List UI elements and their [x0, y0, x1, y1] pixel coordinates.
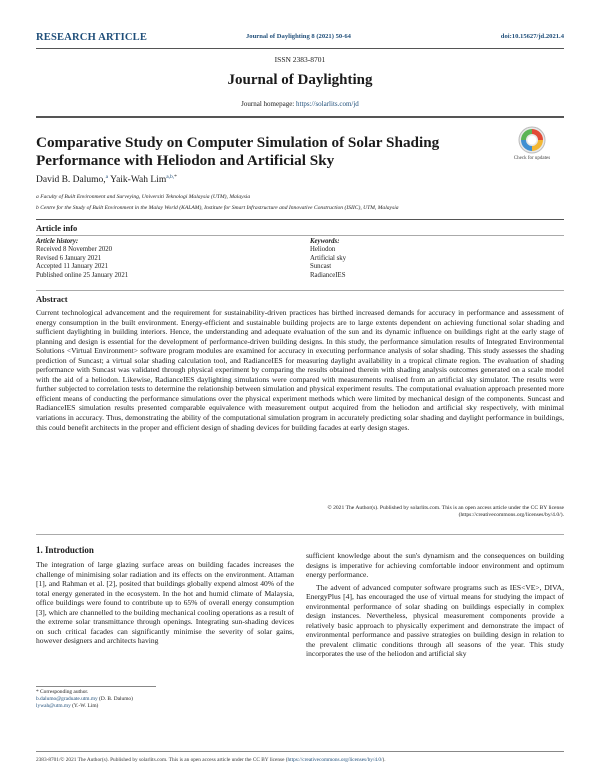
history-item: Accepted 11 January 2021 — [36, 263, 109, 271]
article-license — [327, 505, 564, 519]
article-type: RESEARCH ARTICLE — [36, 32, 148, 43]
homepage-label: Journal homepage: — [241, 100, 296, 108]
footer — [36, 757, 564, 763]
paper-title: Comparative Study on Computer Simulation of Solar Shading Performance with Heliodon and Artificial Sky — [36, 134, 440, 169]
issn: ISSN 2383-8701 — [274, 55, 326, 64]
correspondence — [36, 689, 286, 711]
intro-left-column — [36, 560, 294, 646]
abstract-top-rule — [36, 290, 564, 291]
license-line: © 2021 The Author(s). Published by solarlits.com. This is an open access article under the CC BY license — [327, 505, 564, 511]
intro-right-column — [306, 551, 564, 659]
license-url[interactable]: (https://creativecommons.org/licenses/by/4.0/). — [458, 512, 564, 519]
intro-top-rule — [36, 534, 564, 535]
keyword: RadianceIES — [310, 271, 346, 279]
keywords — [310, 238, 346, 280]
email-link[interactable]: b.dalumo@graduate.utm.my — [36, 696, 98, 703]
author-name: Yaik-Wah Lim — [110, 175, 167, 186]
keyword: Artificial sky — [310, 254, 347, 262]
history-item: Received 8 November 2020 — [36, 246, 113, 254]
abstract-text: Current technological advancement and the requirement for sustainability-driven practices has birthed increased demands for accuracy in performance and assessment of energy consumption in the built environment. Energy-efficient and sustainable building projects are to large extents dependent on achieving functional solar shading and sufficient daylighting in building interiors. Hence, the understanding and adequate evaluation of the sun and its dynamic influence on buildings right at the early stage of planning and design is essential for the development of performance-driven building designs. In this study, the performance simulation results of Integrated Environmental Solutions <Virtual Environment> software program modules are examined for accuracy in executing performance analysis of solar shading. This study assesses the shading prediction of Suncast; a virtual solar shading calculation tool, and RadianceIES for measuring daylight availability in a tropical climate region. The evaluation of shading performance with Suncast was validated through physical experiment by comparing the results obtained therein with shading analysis outcomes generated on a scale model with the aid of a heliodon. Likewise, RadianceIES daylighting simulations were compared with measurements realised from an artificial sky simulator. The results were further subjected to correlation tests to determine the relationship between simulation and physical experiment results. The computational evaluation approach presented more efficient means of conducting the performance simulations over the physical experiment methods which were limited by mechanical design of the components. Suncast and RadianceIES simulation results presented comparable equivalence with measurement output acquired from the heliodon and artificial sky respectively, with minimal variations in accuracy. Thus, demonstrating the ability of the computational simulation program in accurately predicting solar shading and daylight performance in buildings, this could benefit architects in the proper and efficient design of shading devices for building facades at early design stages. — [36, 308, 564, 432]
affiliation-a: a Faculty of Built Environment and Surveying, Universiti Teknologi Malaysia (UTM), Malaysia — [36, 194, 251, 200]
abstract-heading: Abstract — [36, 294, 68, 304]
author-affiliation-mark: a,b, — [166, 174, 175, 180]
check-for-updates-label: Check for updates — [513, 156, 551, 161]
intro-paragraph: The integration of large glazing surface areas on building facades increases the challenge of minimising solar radiation and its effects on the environment. Attaman [1], and Rahman et al. [2], posited that buildings globally expend almost 40% of the total energy generated in the ecosystem. In the hot and humid climate of Malaysia, office buildings were found to contribute up to 65% of overall energy consumption [3], which are channelled to the building mechanical cooling operations as a result of the extreme solar transmittance through openings. Integrating sun-shading devices on such critical facades can significantly minimise the severity of solar gains, however designers and architects having — [36, 560, 294, 646]
author-list: David B. Dalumo,$^a$ Yaik-Wah Lim$^{a,b,*}$ — [36, 174, 177, 186]
keyword: Heliodon — [310, 246, 336, 254]
email-owner: (D. B. Dalumo) — [97, 696, 133, 703]
top-bar — [36, 32, 564, 46]
footer-tail: ). — [382, 757, 386, 763]
article-history-label: Article history: — [36, 238, 79, 245]
journal-reference: Journal of Daylighting 8 (2021) 50-64 — [246, 33, 351, 40]
article-history — [36, 238, 128, 280]
corresponding-author-label: * Corresponding author. — [36, 689, 89, 695]
intro-paragraph: The advent of advanced computer software programs such as IES<VE>, DIVA, EnergyPlus [4], has encouraged the use of virtual means for studying the impact of environmental performance of solar shading on buildings especially in complex design instances. Nevertheless, physical measurement components provide a relatively basic approach to physically experiment and demonstrate the impact of environmental performance and passive strategies on building design in relation to the prevalent climatic conditions through all seasons of the year. This study incorporates the use of the heliodon and artificial sky — [306, 582, 564, 659]
masthead-rule — [36, 116, 564, 118]
article-info-heading: Article info — [36, 223, 78, 233]
article-info-rule — [36, 235, 564, 236]
keywords-label: Keywords: — [310, 238, 340, 245]
email-link[interactable]: lywah@utm.my — [36, 703, 71, 710]
intro-heading: 1. Introduction — [36, 545, 94, 555]
keyword: Suncast — [310, 263, 332, 271]
footnote-rule — [36, 686, 156, 687]
check-for-updates-icon[interactable] — [514, 124, 550, 160]
author-affiliation-mark: a — [105, 174, 109, 180]
footer-rule — [36, 751, 564, 752]
doi-link[interactable]: doi:10.15627/jd.2021.4 — [500, 33, 564, 40]
journal-title: Journal of Daylighting — [227, 72, 373, 88]
journal-homepage — [36, 100, 564, 108]
header-rule — [36, 48, 564, 49]
homepage-link[interactable]: https://solarlits.com/jd — [296, 100, 359, 108]
intro-paragraph: sufficient knowledge about the sun's dynamism and the consequences on building designs is imperative for achieving comfortable indoor environment and optimum energy performance. — [306, 551, 564, 580]
affiliation-b: b Centre for the Study of Built Environment in the Malay World (KALAM), Institute for Smart Infrastructure and Innovative Construction (ISIIC), UTM, Malaysia — [36, 205, 399, 211]
email-owner: (Y.-W. Lim) — [70, 703, 99, 710]
email-line — [36, 703, 286, 710]
article-info-top-rule — [36, 219, 564, 220]
history-item: Revised 6 January 2021 — [36, 254, 102, 262]
footer-text: 2383-8701/© 2021 The Author(s). Published by solarlits.com. This is an open access article under the CC BY license ( — [36, 757, 288, 763]
author-name: David B. Dalumo, — [36, 175, 106, 186]
history-item: Published online 25 January 2021 — [36, 271, 129, 279]
footer-license-link[interactable]: https://creativecommons.org/licenses/by/4.0/ — [287, 757, 383, 763]
